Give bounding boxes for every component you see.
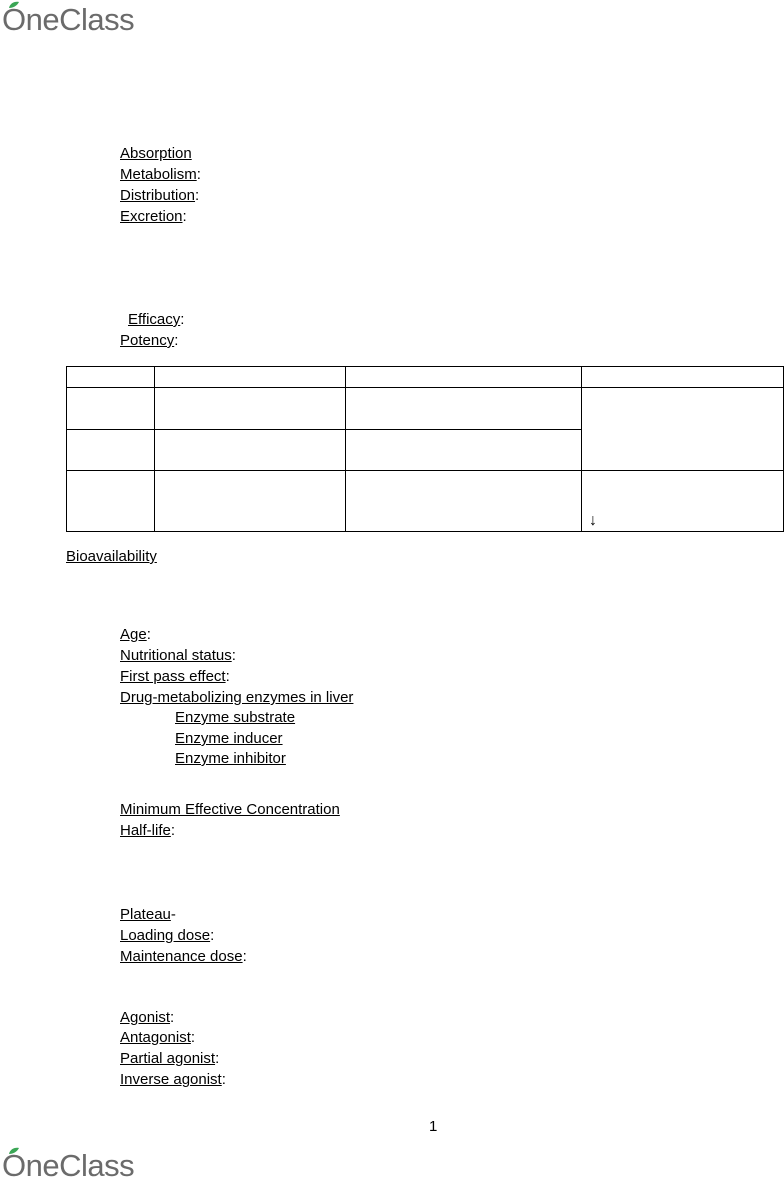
first-pass-line: First pass effect: <box>120 668 230 685</box>
table-row <box>67 471 784 532</box>
table-cell <box>582 388 784 471</box>
enzyme-substrate-line <box>175 709 295 727</box>
excretion-label: Excretion <box>120 208 183 225</box>
table-cell <box>155 430 346 471</box>
age-label: Age <box>120 626 147 643</box>
table-row <box>67 367 784 388</box>
table-cell <box>582 471 784 532</box>
distribution-label: Distribution <box>120 187 196 204</box>
oneclass-logo-footer <box>0 1146 150 1186</box>
mec-line <box>120 801 340 819</box>
distribution-line: Distribution: <box>120 187 200 204</box>
maintenance-dose-label: Maintenance dose <box>120 948 243 965</box>
loading-dose-line: Loading dose: <box>120 927 215 944</box>
table-cell <box>67 388 155 430</box>
down-arrow-icon: ↓ <box>589 512 597 529</box>
plateau-label: Plateau <box>120 906 171 923</box>
logo-text: OneClass <box>2 2 135 37</box>
nutritional-status-line: Nutritional status: <box>120 647 236 664</box>
agonist-label: Agonist <box>120 1009 171 1026</box>
efficacy-label: Efficacy <box>128 311 181 328</box>
table-cell <box>155 367 346 388</box>
half-life-line: Half-life: <box>120 822 176 839</box>
loading-dose-label: Loading dose <box>120 927 211 944</box>
inverse-agonist-line: Inverse agonist: <box>120 1071 226 1088</box>
page-number: 1 <box>429 1118 438 1135</box>
table-cell <box>346 367 582 388</box>
efficacy-line: Efficacy: <box>128 311 185 328</box>
partial-agonist-line: Partial agonist: <box>120 1050 220 1067</box>
table-cell <box>67 471 155 532</box>
table-cell <box>346 388 582 430</box>
absorption-label: Absorption <box>120 145 192 162</box>
absorption-line <box>120 145 192 163</box>
enzymes-liver-line <box>120 689 353 707</box>
oneclass-logo <box>0 0 150 40</box>
metabolism-line: Metabolism: <box>120 166 201 183</box>
table-row <box>67 388 784 430</box>
table-cell <box>155 388 346 430</box>
table-cell <box>346 471 582 532</box>
table-cell <box>67 430 155 471</box>
agonist-line: Agonist: <box>120 1009 175 1026</box>
nutritional-status-label: Nutritional status <box>120 647 232 664</box>
table-cell <box>582 367 784 388</box>
mec-label: Minimum Effective Concentration <box>120 801 340 818</box>
bioavailability-line <box>66 548 157 566</box>
first-pass-label: First pass effect <box>120 668 226 685</box>
enzyme-inhibitor-label: Enzyme inhibitor <box>175 750 286 767</box>
excretion-line: Excretion: <box>120 208 187 225</box>
logo-text: OneClass <box>2 1148 135 1183</box>
table-cell <box>155 471 346 532</box>
table-cell <box>67 367 155 388</box>
plateau-line: Plateau- <box>120 906 176 923</box>
age-line: Age: <box>120 626 151 643</box>
bioavailability-heading: Bioavailability <box>66 548 157 565</box>
antagonist-label: Antagonist <box>120 1029 191 1046</box>
enzyme-substrate-label: Enzyme substrate <box>175 709 296 726</box>
enzyme-inducer-line <box>175 730 283 748</box>
enzymes-liver-label: Drug-metabolizing enzymes in liver <box>120 689 354 706</box>
metabolism-label: Metabolism <box>120 166 197 183</box>
antagonist-line: Antagonist: <box>120 1029 196 1046</box>
comparison-table <box>66 366 784 532</box>
potency-line: Potency: <box>120 332 179 349</box>
enzyme-inhibitor-line <box>175 750 286 768</box>
potency-label: Potency <box>120 332 175 349</box>
enzyme-inducer-label: Enzyme inducer <box>175 730 283 747</box>
half-life-label: Half-life <box>120 822 171 839</box>
maintenance-dose-line: Maintenance dose: <box>120 948 247 965</box>
table-cell <box>346 430 582 471</box>
inverse-agonist-label: Inverse agonist <box>120 1071 222 1088</box>
partial-agonist-label: Partial agonist <box>120 1050 216 1067</box>
